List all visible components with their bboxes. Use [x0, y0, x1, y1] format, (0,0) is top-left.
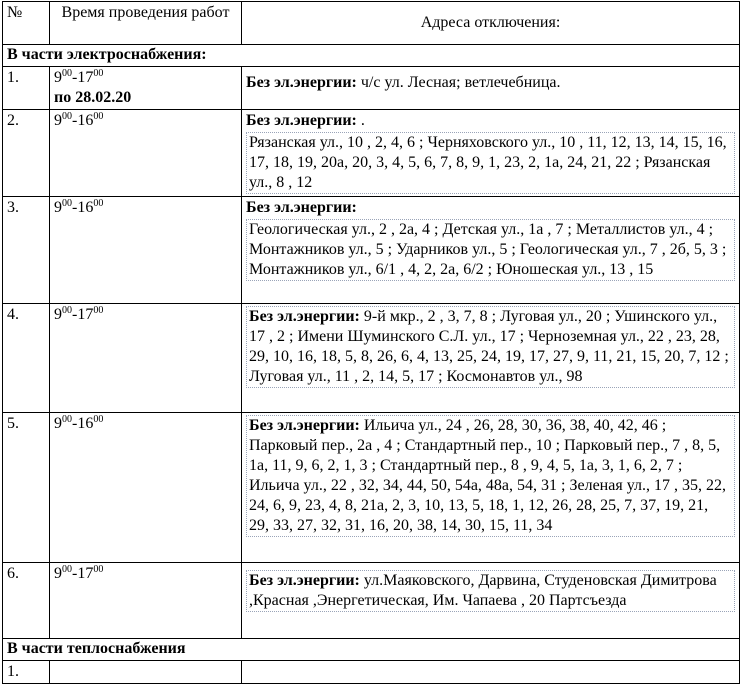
table-row	[3, 661, 740, 684]
header-addresses: Адреса отключения:	[242, 2, 740, 45]
outage-label: Без эл.энергии:	[249, 308, 360, 325]
outage-label: Без эл.энергии:	[246, 112, 357, 129]
row-num: 2.	[3, 110, 50, 197]
row-time: $9^{00}-16^{00}$	[50, 413, 242, 563]
section-title: В части электроснабжения:	[3, 45, 740, 67]
row-addresses	[242, 563, 740, 639]
table-row	[3, 563, 740, 639]
address-text: Геологическая ул., 2 , 2а, 4 ; Детская ул., 1а , 7 ; Металлистов ул., 4 ; Монтажников ул., 5 ; Ударников ул., 5 ; Геологическая ул., 7 , 2б, 5, 3 ; Монтажников ул., 6/1 , 4, 2, 2а, 6/2 ; Юношеская ул., 13 , 15	[246, 219, 735, 281]
row-num: 5.	[3, 413, 50, 563]
header-time: Время проведения работ	[50, 2, 242, 45]
address-text: ул.Маяковского, Дарвина, Студеновская Димитрова ,Красная ,Энергетическая, Им. Чапаева , 20 Партсъезда	[249, 572, 717, 609]
outage-label: Без эл.энергии:	[249, 572, 360, 589]
row-time: $9^{00}-17^{00}$	[50, 304, 242, 413]
row-num: 1.	[3, 67, 50, 110]
header-row	[3, 2, 740, 45]
row-time: $9^{00}-16^{00}$	[50, 197, 242, 304]
row-time	[50, 661, 242, 684]
row-time: $9^{00}-17^{00}$ по 28.02.20	[50, 67, 242, 110]
row-addresses	[242, 67, 740, 110]
row-time: $9^{00}-16^{00}$	[50, 110, 242, 197]
outage-label: Без эл.энергии:	[249, 417, 360, 434]
table-row	[3, 413, 740, 563]
address-text: Рязанская ул., 10 , 2, 4, 6 ; Черняховского ул., 10 , 11, 12, 13, 14, 15, 16, 17, 18, 19, 20а, 20, 3, 4, 5, 6, 7, 8, 9, 1, 23, 2, 1а, 24, 21, 22 ; Рязанская ул., 8 , 12	[246, 132, 735, 194]
address-text: Ильича ул., 24 , 26, 28, 30, 36, 38, 40, 42, 46 ; Парковый пер., 2а , 4 ; Стандартный пер., 10 ; Парковый пер., 7 , 8, 5, 1а, 11, 9, 6, 2, 1, 3 ; Стандартный пер., 8 , 9, 4, 5, 1а, 3, 1, 6, 2, 7 ; Ильича ул., 22 , 32, 34, 44, 50, 54а, 48а, 54, 31 ; Зеленая ул., 17 , 35, 22, 24, 6, 9, 23, 4, 8, 21а, 2, 3, 10, 13, 5, 18, 1, 12, 26, 28, 25, 7, 37, 19, 21, 29, 33, 27, 32, 31, 16, 20, 38, 14, 30, 15, 11, 34	[249, 417, 726, 534]
header-num: №	[3, 2, 50, 45]
section-row	[3, 45, 740, 67]
outage-table	[2, 1, 740, 684]
address-text: ч/с ул. Лесная; ветлечебница.	[356, 74, 561, 91]
row-until-date: по 28.02.20	[54, 89, 132, 106]
row-addresses	[242, 197, 740, 304]
table-row	[3, 67, 740, 110]
outage-label: Без эл.энергии:	[246, 74, 357, 91]
table-row	[3, 110, 740, 197]
row-num: 4.	[3, 304, 50, 413]
address-box	[246, 415, 735, 537]
row-addresses	[242, 304, 740, 413]
table-row	[3, 304, 740, 413]
outage-label: Без эл.энергии:	[246, 199, 357, 216]
table-row	[3, 197, 740, 304]
row-time: $9^{00}-17^{00}$	[50, 563, 242, 639]
address-box	[246, 570, 735, 612]
section-title: В части теплоснабжения	[3, 639, 740, 661]
address-text: 9-й мкр., 2 , 3, 7, 8 ; Луговая ул., 20 ; Ушинского ул., 17 , 2 ; Имени Шуминского С.Л. ул., 17 ; Черноземная ул., 22 , 23, 28, 29, 10, 16, 18, 5, 8, 26, 6, 4, 13, 25, 24, 19, 17, 27, 9, 11, 21, 15, 20, 7, 12 ; Луговая ул., 11 , 2, 14, 5, 17 ; Космонавтов ул., 98	[249, 308, 729, 385]
row-num: 1.	[3, 661, 50, 684]
row-addresses: Без эл.энергии: . Рязанская ул., 10 , 2, 4, 6 ; Черняховского ул., 10 , 11, 12, 13, 14, 15, 16, 17, 18, 19, 20а, 20, 3, 4, 5, 6, 7, 8, 9, 1, 23, 2, 1а, 24, 21, 22 ; Рязанская ул., 8 , 12	[242, 110, 740, 197]
address-box	[246, 306, 735, 388]
section-row	[3, 639, 740, 661]
row-addresses	[242, 413, 740, 563]
row-addresses	[242, 661, 740, 684]
row-num: 6.	[3, 563, 50, 639]
row-num: 3.	[3, 197, 50, 304]
